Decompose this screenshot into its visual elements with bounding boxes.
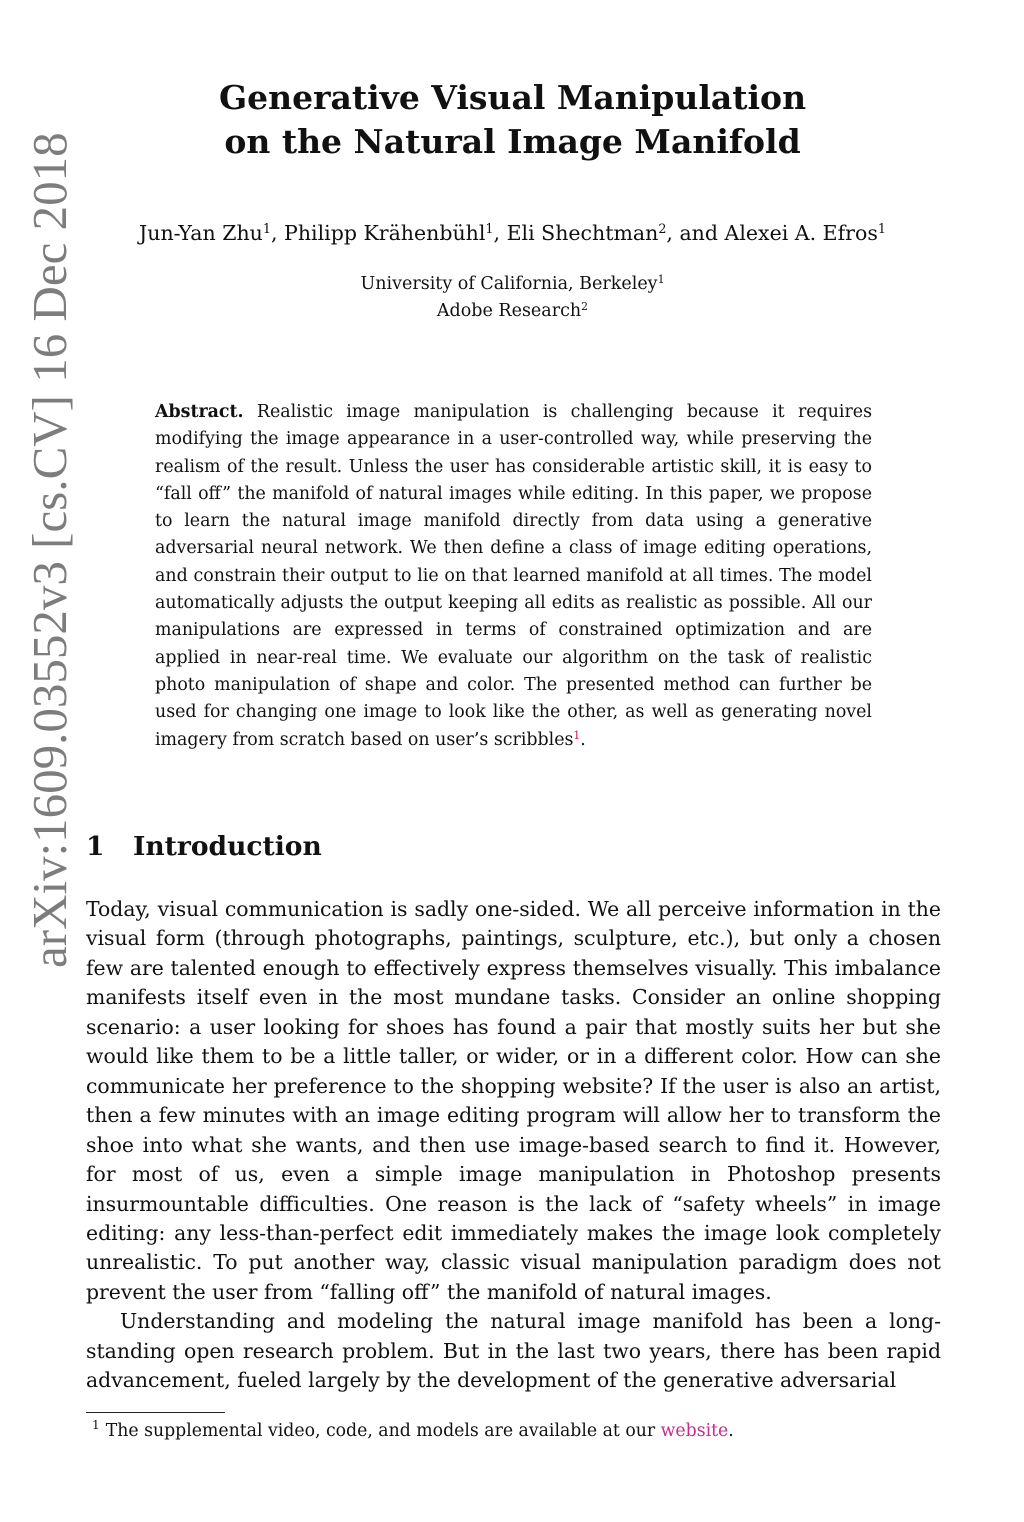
author-name: Eli Shechtman — [506, 221, 659, 245]
abstract — [155, 399, 872, 754]
footnote-mark: 1 — [92, 1418, 100, 1433]
author-affiliation-mark: 1 — [262, 221, 271, 237]
section-number: 1 — [86, 831, 105, 862]
section-title: Introduction — [133, 831, 322, 862]
footnote-text: The supplemental video, code, and models are available at our — [105, 1421, 661, 1441]
author-affiliation-mark: 1 — [877, 221, 886, 237]
section-heading — [86, 829, 322, 865]
author-name: Jun-Yan Zhu — [139, 221, 263, 245]
abstract-label: Abstract. — [155, 402, 244, 422]
affiliation — [270, 299, 755, 323]
title-line-2: on the Natural Image Manifold — [224, 122, 801, 161]
paragraph: Today, visual communication is sadly one-sided. We all perceive information in the visual form (through photographs, paintings, sculpture, etc.), but only a chosen few are talented enough to effectively express themselves visually. This imbalance manifests itself even in the most mundane tasks. Consider an online shopping scenario: a user looking for shoes has found a pair that mostly suits her but she would like them to be a little taller, or wider, or in a different color. How can she communicate her preference to the shopping website? If the user is also an artist, then a few minutes with an image editing program will allow her to transform the shoe into what she wants, and then use image-based search to find it. However, for most of us, even a simple image manipulation in Photoshop presents insurmountable difficulties. One reason is the lack of “safety wheels” in image editing: any less-than-perfect edit immediately makes the image look completely unrealistic. To put another way, classic visual manipulation paradigm does not prevent the user from “falling off” the manifold of natural images. — [86, 897, 941, 1304]
abstract-text: Realistic image manipulation is challenging because it requires modifying the image appearance in a user-controlled way, while preserving the realism of the result. Unless the user has considerable artistic skill, it is easy to “fall off” the manifold of natural images while editing. In this paper, we propose to learn the natural image manifold directly from data using a generative adversarial neural network. We then define a class of image editing operations, and constrain their output to lie on that learned manifold at all times. The model automatically adjusts the output keeping all edits as realistic as possible. All our manipulations are expressed in terms of constrained optimization and are applied in near-real time. We evaluate our algorithm on the task of realistic photo manipulation of shape and color. The presented method can further be used for changing one image to look like the other, as well as generating novel imagery from scratch based on user’s scribbles — [155, 402, 872, 750]
footnote-reference-link[interactable]: 1 — [573, 728, 581, 742]
footnote — [92, 1418, 942, 1444]
author-list — [70, 220, 955, 246]
arxiv-identifier: arXiv:1609.03552v3 [cs.CV] 16 Dec 2018 — [22, 132, 77, 968]
author-separator: , — [493, 221, 507, 245]
author-affiliation-mark: 2 — [658, 221, 667, 237]
author-name: Alexei A. Efros — [724, 221, 878, 245]
affiliation — [270, 272, 755, 296]
affiliation-mark: 1 — [657, 273, 665, 287]
introduction-body — [86, 895, 941, 1396]
affiliation-name: University of California, Berkeley — [360, 274, 658, 294]
title-line-1: Generative Visual Manipulation — [218, 78, 807, 117]
footnote-divider — [86, 1412, 225, 1413]
author-affiliation-mark: 1 — [485, 221, 494, 237]
website-link[interactable]: website — [660, 1421, 729, 1441]
paper-title — [140, 76, 885, 164]
author-separator: , — [270, 221, 285, 245]
author-separator: , and — [666, 221, 725, 245]
abstract-end: . — [580, 729, 586, 750]
paragraph: Understanding and modeling the natural image manifold has been a long-standing open research problem. But in the last two years, there has been rapid advancement, fueled largely by the development of the generative adversarial — [86, 1309, 941, 1393]
author-name: Philipp Krähenbühl — [284, 221, 486, 245]
affiliation-mark: 2 — [581, 300, 589, 314]
footnote-end: . — [728, 1421, 734, 1441]
affiliation-name: Adobe Research — [436, 301, 582, 321]
